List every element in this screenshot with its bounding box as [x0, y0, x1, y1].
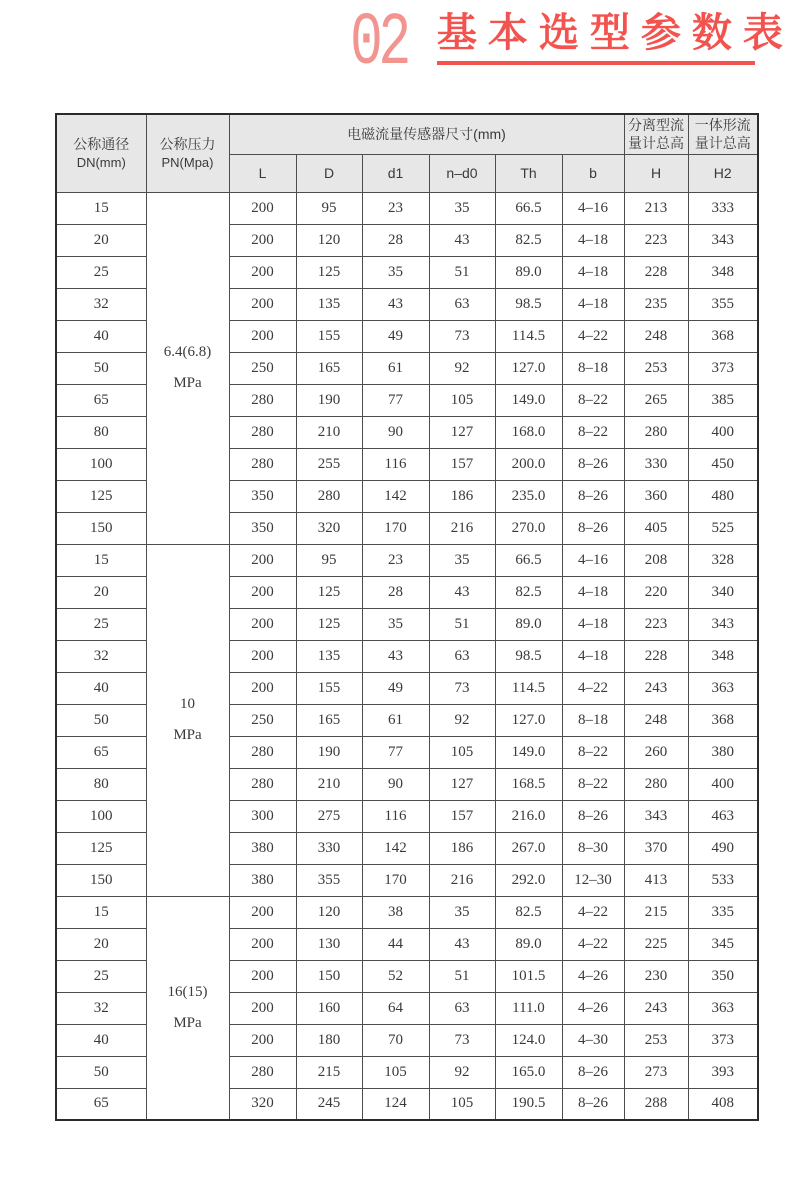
- dn-cell: 20: [56, 576, 146, 608]
- pressure-cell: [146, 896, 229, 1120]
- value-cell: 280: [229, 384, 296, 416]
- dn-cell: 50: [56, 704, 146, 736]
- value-cell: 333: [688, 192, 758, 224]
- dim-col-header-th: Th: [495, 154, 562, 192]
- value-cell: 70: [362, 1024, 429, 1056]
- value-cell: 92: [429, 352, 495, 384]
- value-cell: 73: [429, 320, 495, 352]
- value-cell: 155: [296, 320, 362, 352]
- value-cell: 223: [624, 608, 688, 640]
- value-cell: 8–22: [562, 384, 624, 416]
- value-cell: 363: [688, 672, 758, 704]
- value-cell: 400: [688, 416, 758, 448]
- value-cell: 95: [296, 192, 362, 224]
- value-cell: 8–26: [562, 512, 624, 544]
- col-header-sensor-dims: 电磁流量传感器尺寸(mm): [229, 114, 624, 154]
- dn-cell: 65: [56, 736, 146, 768]
- value-cell: 216.0: [495, 800, 562, 832]
- dim-col-header-d1: d1: [362, 154, 429, 192]
- value-cell: 393: [688, 1056, 758, 1088]
- value-cell: 180: [296, 1024, 362, 1056]
- value-cell: 348: [688, 256, 758, 288]
- value-cell: 4–30: [562, 1024, 624, 1056]
- value-cell: 23: [362, 192, 429, 224]
- value-cell: 43: [362, 288, 429, 320]
- value-cell: 4–22: [562, 672, 624, 704]
- value-cell: 28: [362, 224, 429, 256]
- value-cell: 400: [688, 768, 758, 800]
- value-cell: 200: [229, 288, 296, 320]
- value-cell: 385: [688, 384, 758, 416]
- value-cell: 225: [624, 928, 688, 960]
- value-cell: 8–22: [562, 736, 624, 768]
- value-cell: 360: [624, 480, 688, 512]
- dn-cell: 65: [56, 384, 146, 416]
- value-cell: 275: [296, 800, 362, 832]
- table-row: [56, 192, 758, 224]
- value-cell: 330: [624, 448, 688, 480]
- value-cell: 373: [688, 352, 758, 384]
- value-cell: 200: [229, 224, 296, 256]
- value-cell: 35: [362, 608, 429, 640]
- page-title: 基本选型参数表: [436, 9, 794, 56]
- value-cell: 200: [229, 256, 296, 288]
- value-cell: 350: [688, 960, 758, 992]
- value-cell: 228: [624, 640, 688, 672]
- value-cell: 35: [362, 256, 429, 288]
- value-cell: 243: [624, 672, 688, 704]
- value-cell: 235: [624, 288, 688, 320]
- value-cell: 127.0: [495, 352, 562, 384]
- dn-cell: 50: [56, 1056, 146, 1088]
- value-cell: 8–22: [562, 768, 624, 800]
- value-cell: 228: [624, 256, 688, 288]
- value-cell: 280: [229, 768, 296, 800]
- dn-cell: 125: [56, 832, 146, 864]
- value-cell: 111.0: [495, 992, 562, 1024]
- value-cell: 335: [688, 896, 758, 928]
- value-cell: 23: [362, 544, 429, 576]
- value-cell: 380: [229, 832, 296, 864]
- value-cell: 223: [624, 224, 688, 256]
- value-cell: 120: [296, 224, 362, 256]
- value-cell: 270.0: [495, 512, 562, 544]
- value-cell: 135: [296, 640, 362, 672]
- value-cell: 149.0: [495, 384, 562, 416]
- section-number: 02: [350, 2, 407, 86]
- col-header-h2-group: 一体形流量计总高: [688, 114, 758, 154]
- value-cell: 127: [429, 768, 495, 800]
- value-cell: 363: [688, 992, 758, 1024]
- spec-table: [55, 113, 759, 1121]
- value-cell: 380: [229, 864, 296, 896]
- dn-cell: 32: [56, 992, 146, 1024]
- value-cell: 4–18: [562, 224, 624, 256]
- value-cell: 235.0: [495, 480, 562, 512]
- value-cell: 8–18: [562, 352, 624, 384]
- value-cell: 150: [296, 960, 362, 992]
- pressure-cell: [146, 192, 229, 544]
- dn-cell: 100: [56, 800, 146, 832]
- dn-cell: 40: [56, 320, 146, 352]
- value-cell: 190: [296, 384, 362, 416]
- table-row: [56, 896, 758, 928]
- value-cell: 200: [229, 672, 296, 704]
- value-cell: 142: [362, 480, 429, 512]
- dim-col-header-b: b: [562, 154, 624, 192]
- col-header-pn: [146, 114, 229, 192]
- dim-col-header-h: H: [624, 154, 688, 192]
- pressure-value: 16(15): [167, 983, 208, 1000]
- value-cell: 8–30: [562, 832, 624, 864]
- value-cell: 124.0: [495, 1024, 562, 1056]
- dn-cell: 80: [56, 416, 146, 448]
- value-cell: 43: [429, 928, 495, 960]
- value-cell: 292.0: [495, 864, 562, 896]
- value-cell: 248: [624, 704, 688, 736]
- col-header-h-group: 分离型流量计总高: [624, 114, 688, 154]
- value-cell: 208: [624, 544, 688, 576]
- value-cell: 127.0: [495, 704, 562, 736]
- value-cell: 463: [688, 800, 758, 832]
- value-cell: 149.0: [495, 736, 562, 768]
- value-cell: 155: [296, 672, 362, 704]
- value-cell: 51: [429, 608, 495, 640]
- value-cell: 35: [429, 192, 495, 224]
- value-cell: 114.5: [495, 672, 562, 704]
- value-cell: 28: [362, 576, 429, 608]
- dn-cell: 25: [56, 256, 146, 288]
- value-cell: 168.0: [495, 416, 562, 448]
- value-cell: 243: [624, 992, 688, 1024]
- value-cell: 170: [362, 512, 429, 544]
- dn-cell: 15: [56, 896, 146, 928]
- value-cell: 66.5: [495, 192, 562, 224]
- dn-cell: 150: [56, 864, 146, 896]
- value-cell: 82.5: [495, 896, 562, 928]
- section-header: [350, 2, 794, 86]
- dim-col-header-d: D: [296, 154, 362, 192]
- value-cell: 38: [362, 896, 429, 928]
- value-cell: 200: [229, 608, 296, 640]
- value-cell: 4–18: [562, 288, 624, 320]
- value-cell: 168.5: [495, 768, 562, 800]
- value-cell: 43: [429, 224, 495, 256]
- value-cell: 213: [624, 192, 688, 224]
- dim-col-header-h2: H2: [688, 154, 758, 192]
- dn-cell: 32: [56, 640, 146, 672]
- value-cell: 44: [362, 928, 429, 960]
- value-cell: 105: [362, 1056, 429, 1088]
- value-cell: 200: [229, 320, 296, 352]
- value-cell: 170: [362, 864, 429, 896]
- value-cell: 200: [229, 992, 296, 1024]
- value-cell: 114.5: [495, 320, 562, 352]
- table-body: [56, 192, 758, 1120]
- value-cell: 4–22: [562, 928, 624, 960]
- value-cell: 280: [229, 416, 296, 448]
- value-cell: 200: [229, 576, 296, 608]
- value-cell: 288: [624, 1088, 688, 1120]
- value-cell: 328: [688, 544, 758, 576]
- dn-cell: 40: [56, 672, 146, 704]
- value-cell: 51: [429, 960, 495, 992]
- value-cell: 260: [624, 736, 688, 768]
- value-cell: 343: [624, 800, 688, 832]
- value-cell: 215: [624, 896, 688, 928]
- value-cell: 265: [624, 384, 688, 416]
- value-cell: 95: [296, 544, 362, 576]
- value-cell: 124: [362, 1088, 429, 1120]
- dn-cell: 15: [56, 544, 146, 576]
- value-cell: 63: [429, 288, 495, 320]
- value-cell: 66.5: [495, 544, 562, 576]
- value-cell: 73: [429, 672, 495, 704]
- value-cell: 120: [296, 896, 362, 928]
- value-cell: 250: [229, 704, 296, 736]
- value-cell: 142: [362, 832, 429, 864]
- value-cell: 160: [296, 992, 362, 1024]
- value-cell: 408: [688, 1088, 758, 1120]
- value-cell: 4–18: [562, 576, 624, 608]
- value-cell: 125: [296, 608, 362, 640]
- value-cell: 200: [229, 896, 296, 928]
- pressure-value: 10: [180, 696, 195, 712]
- value-cell: 190: [296, 736, 362, 768]
- value-cell: 450: [688, 448, 758, 480]
- value-cell: 105: [429, 1088, 495, 1120]
- value-cell: 267.0: [495, 832, 562, 864]
- col-header-dn: [56, 114, 146, 192]
- value-cell: 125: [296, 576, 362, 608]
- value-cell: 413: [624, 864, 688, 896]
- value-cell: 230: [624, 960, 688, 992]
- value-cell: 92: [429, 1056, 495, 1088]
- value-cell: 61: [362, 352, 429, 384]
- value-cell: 52: [362, 960, 429, 992]
- value-cell: 250: [229, 352, 296, 384]
- value-cell: 63: [429, 640, 495, 672]
- value-cell: 480: [688, 480, 758, 512]
- value-cell: 82.5: [495, 224, 562, 256]
- value-cell: 8–26: [562, 1056, 624, 1088]
- pressure-unit: MPa: [173, 727, 202, 743]
- value-cell: 4–22: [562, 320, 624, 352]
- value-cell: 280: [296, 480, 362, 512]
- value-cell: 330: [296, 832, 362, 864]
- dn-cell: 50: [56, 352, 146, 384]
- value-cell: 12–30: [562, 864, 624, 896]
- dn-cell: 125: [56, 480, 146, 512]
- value-cell: 348: [688, 640, 758, 672]
- table-head: [56, 114, 758, 192]
- value-cell: 125: [296, 256, 362, 288]
- value-cell: 320: [296, 512, 362, 544]
- value-cell: 300: [229, 800, 296, 832]
- title-wrap: [437, 10, 794, 65]
- value-cell: 43: [429, 576, 495, 608]
- dn-cell: 20: [56, 224, 146, 256]
- value-cell: 373: [688, 1024, 758, 1056]
- value-cell: 165: [296, 352, 362, 384]
- value-cell: 61: [362, 704, 429, 736]
- value-cell: 340: [688, 576, 758, 608]
- value-cell: 64: [362, 992, 429, 1024]
- value-cell: 165: [296, 704, 362, 736]
- dim-col-header-nd0: n–d0: [429, 154, 495, 192]
- value-cell: 127: [429, 416, 495, 448]
- value-cell: 200: [229, 960, 296, 992]
- value-cell: 165.0: [495, 1056, 562, 1088]
- dn-cell: 20: [56, 928, 146, 960]
- value-cell: 210: [296, 416, 362, 448]
- value-cell: 200: [229, 928, 296, 960]
- value-cell: 4–26: [562, 992, 624, 1024]
- value-cell: 130: [296, 928, 362, 960]
- value-cell: 8–26: [562, 1088, 624, 1120]
- value-cell: 8–22: [562, 416, 624, 448]
- value-cell: 116: [362, 448, 429, 480]
- value-cell: 280: [229, 1056, 296, 1088]
- value-cell: 245: [296, 1088, 362, 1120]
- value-cell: 200.0: [495, 448, 562, 480]
- value-cell: 135: [296, 288, 362, 320]
- pressure-cell: [146, 544, 229, 896]
- value-cell: 63: [429, 992, 495, 1024]
- dn-cell: 100: [56, 448, 146, 480]
- value-cell: 82.5: [495, 576, 562, 608]
- value-cell: 343: [688, 224, 758, 256]
- value-cell: 215: [296, 1056, 362, 1088]
- value-cell: 90: [362, 416, 429, 448]
- value-cell: 49: [362, 320, 429, 352]
- value-cell: 273: [624, 1056, 688, 1088]
- value-cell: 105: [429, 384, 495, 416]
- value-cell: 73: [429, 1024, 495, 1056]
- value-cell: 4–18: [562, 608, 624, 640]
- value-cell: 200: [229, 1024, 296, 1056]
- value-cell: 157: [429, 800, 495, 832]
- value-cell: 220: [624, 576, 688, 608]
- value-cell: 89.0: [495, 256, 562, 288]
- value-cell: 77: [362, 736, 429, 768]
- value-cell: 533: [688, 864, 758, 896]
- pn-sub: PN(Mpa): [161, 154, 214, 170]
- pressure-value: 6.4(6.8): [163, 344, 212, 360]
- value-cell: 8–26: [562, 800, 624, 832]
- value-cell: 157: [429, 448, 495, 480]
- dn-cell: 65: [56, 1088, 146, 1120]
- value-cell: 370: [624, 832, 688, 864]
- value-cell: 35: [429, 544, 495, 576]
- value-cell: 355: [688, 288, 758, 320]
- value-cell: 200: [229, 192, 296, 224]
- value-cell: 345: [688, 928, 758, 960]
- value-cell: 210: [296, 768, 362, 800]
- value-cell: 525: [688, 512, 758, 544]
- pn-title: 公称压力: [159, 135, 216, 152]
- value-cell: 8–26: [562, 448, 624, 480]
- pressure-unit: MPa: [173, 375, 202, 391]
- value-cell: 89.0: [495, 928, 562, 960]
- value-cell: 190.5: [495, 1088, 562, 1120]
- value-cell: 35: [429, 896, 495, 928]
- value-cell: 4–16: [562, 192, 624, 224]
- value-cell: 280: [229, 736, 296, 768]
- value-cell: 200: [229, 640, 296, 672]
- value-cell: 350: [229, 480, 296, 512]
- value-cell: 200: [229, 544, 296, 576]
- dn-title: 公称通径: [73, 135, 130, 152]
- value-cell: 77: [362, 384, 429, 416]
- value-cell: 43: [362, 640, 429, 672]
- value-cell: 280: [229, 448, 296, 480]
- dim-col-header-l: L: [229, 154, 296, 192]
- value-cell: 255: [296, 448, 362, 480]
- value-cell: 280: [624, 768, 688, 800]
- value-cell: 350: [229, 512, 296, 544]
- dn-cell: 150: [56, 512, 146, 544]
- value-cell: 8–26: [562, 480, 624, 512]
- value-cell: 253: [624, 1024, 688, 1056]
- value-cell: 253: [624, 352, 688, 384]
- value-cell: 4–18: [562, 256, 624, 288]
- value-cell: 355: [296, 864, 362, 896]
- dn-cell: 25: [56, 960, 146, 992]
- value-cell: 4–18: [562, 640, 624, 672]
- value-cell: 4–16: [562, 544, 624, 576]
- value-cell: 98.5: [495, 640, 562, 672]
- value-cell: 4–26: [562, 960, 624, 992]
- dn-cell: 40: [56, 1024, 146, 1056]
- value-cell: 343: [688, 608, 758, 640]
- value-cell: 490: [688, 832, 758, 864]
- value-cell: 51: [429, 256, 495, 288]
- dn-cell: 25: [56, 608, 146, 640]
- table-row: [56, 544, 758, 576]
- value-cell: 216: [429, 864, 495, 896]
- value-cell: 49: [362, 672, 429, 704]
- value-cell: 186: [429, 480, 495, 512]
- value-cell: 380: [688, 736, 758, 768]
- value-cell: 116: [362, 800, 429, 832]
- value-cell: 90: [362, 768, 429, 800]
- value-cell: 101.5: [495, 960, 562, 992]
- value-cell: 8–18: [562, 704, 624, 736]
- value-cell: 216: [429, 512, 495, 544]
- dn-cell: 80: [56, 768, 146, 800]
- value-cell: 405: [624, 512, 688, 544]
- value-cell: 89.0: [495, 608, 562, 640]
- value-cell: 280: [624, 416, 688, 448]
- value-cell: 368: [688, 704, 758, 736]
- dn-cell: 15: [56, 192, 146, 224]
- pressure-unit: MPa: [173, 1014, 202, 1031]
- value-cell: 320: [229, 1088, 296, 1120]
- value-cell: 4–22: [562, 896, 624, 928]
- dn-cell: 32: [56, 288, 146, 320]
- value-cell: 368: [688, 320, 758, 352]
- value-cell: 105: [429, 736, 495, 768]
- value-cell: 186: [429, 832, 495, 864]
- title-underline: [437, 61, 755, 65]
- value-cell: 98.5: [495, 288, 562, 320]
- dn-sub: DN(mm): [76, 154, 126, 170]
- value-cell: 92: [429, 704, 495, 736]
- value-cell: 248: [624, 320, 688, 352]
